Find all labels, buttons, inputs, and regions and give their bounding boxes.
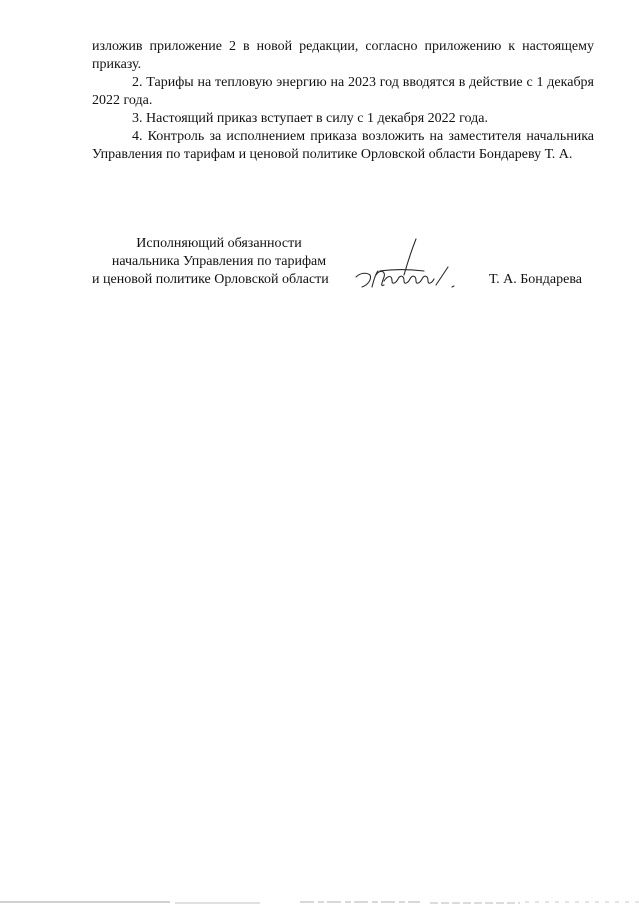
signatory-name: Т. А. Бондарева (489, 272, 582, 287)
signatory-title (84, 235, 354, 289)
signatory-title-line-3: и ценовой политике Орловской области (92, 272, 329, 287)
document-body (92, 38, 594, 164)
signatory-title-line-1: Исполняющий обязанности (136, 236, 302, 251)
handwritten-signature-icon (354, 235, 474, 297)
paragraph-effective-date: 3. Настоящий приказ вступает в силу с 1 декабря 2022 года. (132, 111, 488, 126)
scan-edge-artifact (0, 898, 639, 905)
signature-block (92, 235, 592, 305)
paragraph-tariffs: 2. Тарифы на тепловую энергию на 2023 год вводятся в действие с 1 декабря 2022 года. (92, 75, 594, 108)
paragraph-control: 4. Контроль за исполнением приказа возложить на заместителя начальника Управления по тарифам и ценовой политике Орловской области Бондареву Т. А. (92, 129, 594, 162)
signatory-title-line-2: начальника Управления по тарифам (111, 254, 327, 269)
paragraph-continuation: изложив приложение 2 в новой редакции, согласно приложению к настоящему приказу. (92, 39, 594, 72)
